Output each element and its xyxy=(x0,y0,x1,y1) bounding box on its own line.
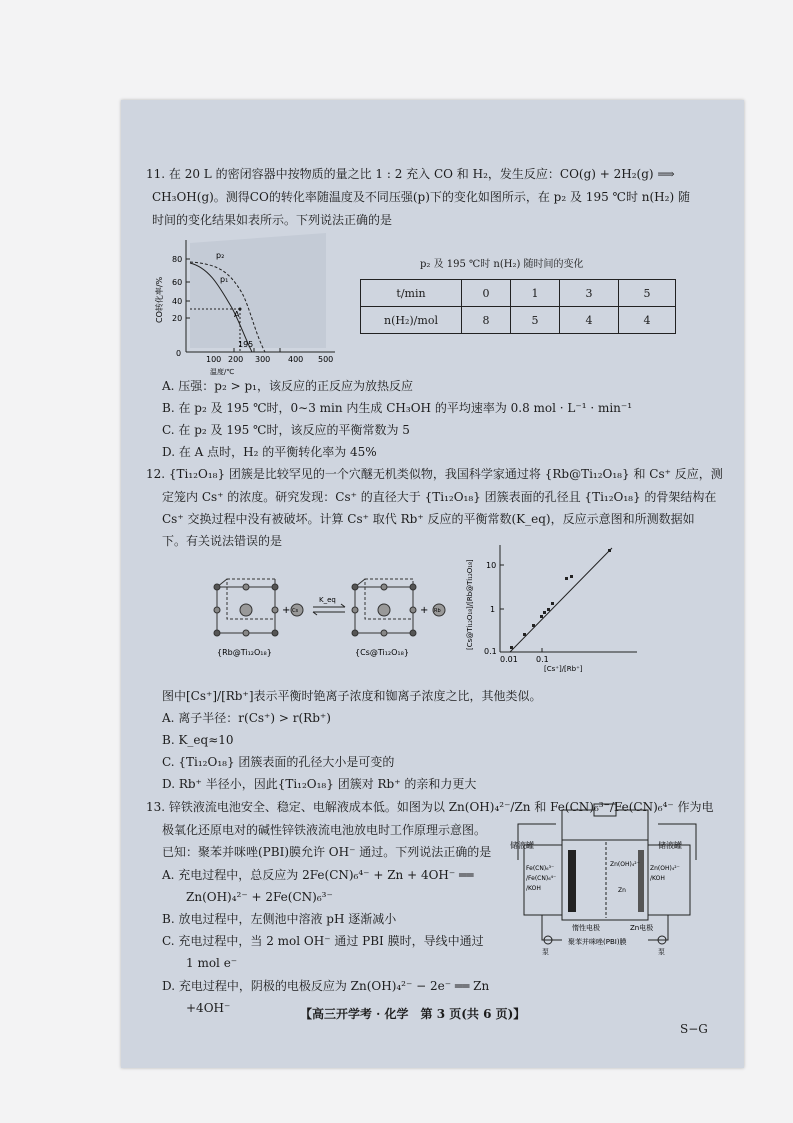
q11-option-c: C. 在 p₂ 及 195 ℃时，该反应的平衡常数为 5 xyxy=(162,423,410,437)
data-point xyxy=(540,615,543,618)
table-row xyxy=(361,307,676,334)
q13-line-1: 13. 锌铁液流电池安全、稳定、电解液成本低。如图为以 Zn(OH)₄²⁻/Zn 和 Fe(CN)₆³⁻/Fe(CN)₆⁴⁻ 作为电 xyxy=(146,800,714,814)
cs-cluster-icon xyxy=(352,579,416,636)
table-cell: 4 xyxy=(619,307,676,334)
q13-option-d-line-1: D. 充电过程中，阴极的电极反应为 Zn(OH)₄²⁻ − 2e⁻ ══ Zn xyxy=(162,979,490,993)
q13-line-3: 已知：聚苯并咪唑(PBI)膜允许 OH⁻ 通过。下列说法正确的是 xyxy=(162,845,492,859)
q12-left-label: {Rb@Ti₁₂O₁₈} xyxy=(217,648,272,657)
q11-line-2: CH₃OH(g)。测得CO的转化率随温度及不同压强(p)下的变化如图所示，在 p₂ 及 195 ℃时 n(H₂) 随 xyxy=(152,190,690,204)
rb-cluster-icon xyxy=(214,579,278,636)
q12-ytick-01: 0.1 xyxy=(484,647,497,656)
q13-right-sol2-1: Zn(OH)₄²⁻ xyxy=(650,865,680,872)
data-point xyxy=(543,611,546,614)
table-cell: 5 xyxy=(511,307,560,334)
q13-pbi-label: 聚苯并咪唑(PBI)膜 xyxy=(568,938,627,946)
q12-plot-ylabel: [Cs@Ti₁₂O₁₈]/[Rb@Ti₁₂O₁₈] xyxy=(466,559,474,650)
q12-note: 图中[Cs⁺]/[Rb⁺]表示平衡时铯离子浓度和铷离子浓度之比，其他类似。 xyxy=(162,689,542,703)
q12-keq-plot xyxy=(462,540,642,672)
q12-option-a: A. 离子半径：r(Cs⁺) > r(Rb⁺) xyxy=(162,711,331,725)
q11-conversion-graph xyxy=(150,228,350,378)
q12-ytick-10: 10 xyxy=(486,561,497,570)
q11-ylabel: CO转化率/% xyxy=(155,276,164,323)
q12-option-b: B. K_eq≈10 xyxy=(162,733,234,747)
q13-option-a-line-1: A. 充电过程中，总反应为 2Fe(CN)₆⁴⁻ + Zn + 4OH⁻ ══ xyxy=(162,868,474,882)
q13-option-d-line-2: +4OH⁻ xyxy=(186,1001,231,1015)
table-cell: 5 xyxy=(619,280,676,307)
q11-option-b: B. 在 p₂ 及 195 ℃时，0∼3 min 内生成 CH₃OH 的平均速率为 0.8 mol · L⁻¹ · min⁻¹ xyxy=(162,401,633,415)
q12-line-3: Cs⁺ 交换过程中没有被破坏。计算 Cs⁺ 取代 Rb⁺ 反应的平衡常数(K_eq)，反应示意图和所测数据如 xyxy=(162,512,695,526)
q11-table-caption: p₂ 及 195 ℃时 n(H₂) 随时间的变化 xyxy=(420,259,584,270)
q13-left-sol-3: /KOH xyxy=(526,885,541,892)
rb-ion-label: Rb xyxy=(434,608,441,614)
q13-zn-electrode-label: Zn电极 xyxy=(630,924,654,932)
q12-option-c: C. {Ti₁₂O₁₈} 团簇表面的孔径大小是可变的 xyxy=(162,755,395,769)
table-cell: 0 xyxy=(462,280,511,307)
q11-ytick-60: 60 xyxy=(172,278,183,287)
page-code: S−G xyxy=(680,1022,708,1036)
data-point xyxy=(551,602,554,605)
data-point xyxy=(608,549,611,552)
q11-option-a: A. 压强：p₂ > p₁，该反应的正反应为放热反应 xyxy=(162,379,413,393)
q11-xlabel: 温度/℃ xyxy=(210,368,235,376)
q12-plus-2: + xyxy=(420,605,429,616)
page-footer: 【高三开学考 · 化学 第 3 页(共 6 页)】 xyxy=(300,1007,526,1021)
data-point xyxy=(510,646,513,649)
q12-plus-1: + xyxy=(282,605,291,616)
q12-ytick-1: 1 xyxy=(490,605,496,614)
table-cell: 8 xyxy=(462,307,511,334)
q12-line-2: 定笼内 Cs⁺ 的浓度。研究发现：Cs⁺ 的直径大于 {Ti₁₂O₁₈} 团簇表面的孔径且 {Ti₁₂O₁₈} 的骨架结构在 xyxy=(162,490,717,504)
q12-xtick-001: 0.01 xyxy=(500,655,518,664)
q11-195-label: 195 xyxy=(238,340,254,349)
q13-right-sol-1: Zn(OH)₄²⁻ xyxy=(610,861,640,868)
q11-xtick-300: 300 xyxy=(255,355,271,364)
cs-ion-label: Cs xyxy=(292,608,299,614)
data-point xyxy=(547,608,550,611)
q12-keq-label: K_eq xyxy=(319,596,336,604)
q13-option-c-line-2: 1 mol e⁻ xyxy=(186,956,238,970)
q11-p1-label: p₁ xyxy=(220,275,229,284)
q11-xtick-100: 100 xyxy=(206,355,222,364)
q13-left-sol-1: Fe(CN)₆³⁻ xyxy=(526,865,555,872)
data-point xyxy=(565,577,568,580)
q13-option-a-line-2: Zn(OH)₄²⁻ + 2Fe(CN)₆³⁻ xyxy=(186,890,333,904)
data-point xyxy=(532,624,535,627)
q13-tank-right-label: 储液罐 xyxy=(658,841,682,850)
q11-line-3: 时间的变化结果如表所示。下列说法正确的是 xyxy=(152,213,393,227)
q11-p2-label: p₂ xyxy=(216,251,225,260)
q11-xtick-400: 400 xyxy=(288,355,304,364)
table-cell: 1 xyxy=(511,280,560,307)
table-cell: 4 xyxy=(560,307,619,334)
q13-zn-label: Zn xyxy=(618,887,626,894)
q12-reaction-scheme xyxy=(205,575,460,670)
q12-line-1: 12. {Ti₁₂O₁₈} 团簇是比较罕见的一个穴醚无机类似物，我国科学家通过将 {Rb@Ti₁₂O₁₈} 和 Cs⁺ 反应，测 xyxy=(146,467,723,481)
q11-ytick-40: 40 xyxy=(172,297,183,306)
q12-xtick-01: 0.1 xyxy=(536,655,549,664)
q13-left-sol-2: /Fe(CN)₆⁴⁻ xyxy=(526,875,557,882)
q11-ytick-20: 20 xyxy=(172,314,183,323)
table-cell: n(H₂)/mol xyxy=(361,307,462,334)
data-point xyxy=(570,575,573,578)
q13-tank-left-label: 储液罐 xyxy=(510,841,534,850)
data-point xyxy=(523,633,526,636)
q13-pump-right-label: 泵 xyxy=(658,948,665,956)
q11-ytick-80: 80 xyxy=(172,255,183,264)
q11-xtick-500: 500 xyxy=(318,355,334,364)
table-cell: 3 xyxy=(560,280,619,307)
q11-option-d: D. 在 A 点时，H₂ 的平衡转化率为 45% xyxy=(162,445,377,459)
table-cell: t/min xyxy=(361,280,462,307)
q12-line-4: 下。有关说法错误的是 xyxy=(162,534,283,548)
q13-option-b: B. 放电过程中，左侧池中溶液 pH 逐渐减小 xyxy=(162,912,397,926)
q11-ytick-0: 0 xyxy=(176,349,182,358)
q13-line-2: 极氧化还原电对的碱性锌铁液流电池放电时工作原理示意图。 xyxy=(162,823,487,837)
q12-option-d: D. Rb⁺ 半径小，因此{Ti₁₂O₁₈} 团簇对 Rb⁺ 的亲和力更大 xyxy=(162,777,477,791)
q13-pump-left-label: 泵 xyxy=(542,948,549,956)
q11-point-a-label: A xyxy=(234,310,240,319)
q13-battery-diagram xyxy=(508,800,706,960)
q11-line-1: 11. 在 20 L 的密闭容器中按物质的量之比 1 : 2 充入 CO 和 H₂，发生反应：CO(g) + 2H₂(g) ⟹ xyxy=(146,167,675,181)
q11-table xyxy=(360,279,676,334)
q13-option-c-line-1: C. 充电过程中，当 2 mol OH⁻ 通过 PBI 膜时，导线中通过 xyxy=(162,934,484,948)
q12-right-label: {Cs@Ti₁₂O₁₈} xyxy=(355,648,409,657)
table-row xyxy=(361,280,676,307)
q13-inert-electrode-label: 惰性电极 xyxy=(572,924,600,932)
q13-right-sol2-2: /KOH xyxy=(650,875,665,882)
q12-plot-xlabel: [Cs⁺]/[Rb⁺] xyxy=(544,665,583,672)
q11-xtick-200: 200 xyxy=(228,355,244,364)
